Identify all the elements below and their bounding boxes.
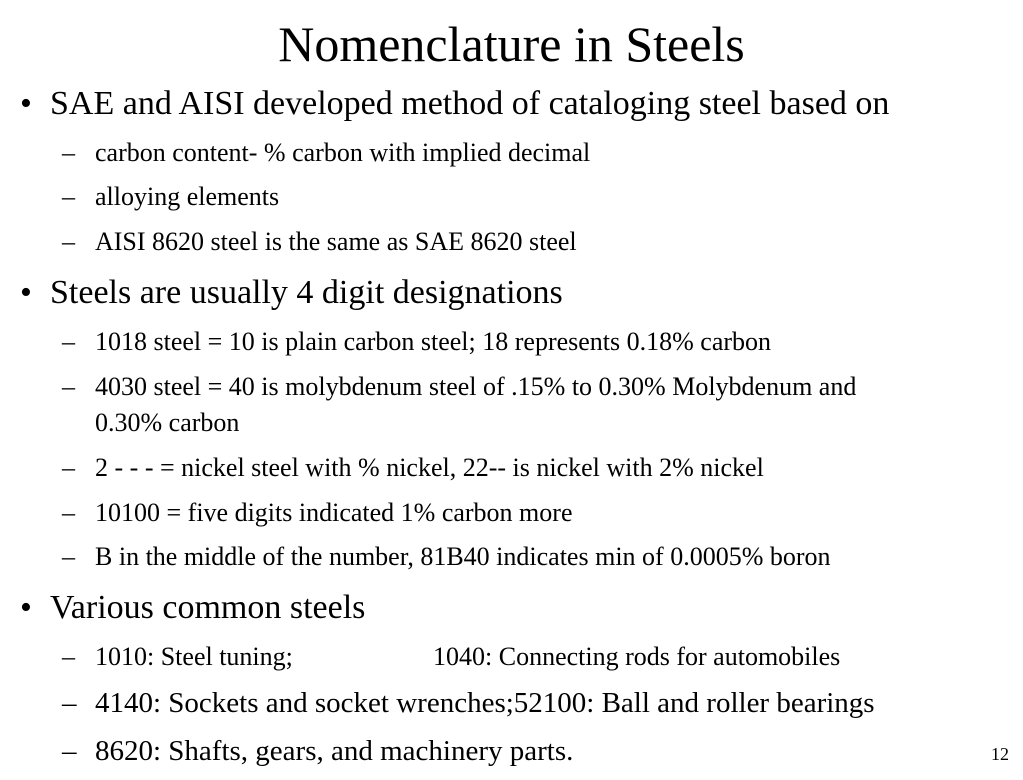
sub-bullet-second-column: 1040: Connecting rods for automobiles: [433, 642, 841, 671]
dash-icon: –: [62, 542, 75, 571]
sub-bullet: 1010: Steel tuning;: [95, 642, 293, 671]
dash-icon: –: [62, 498, 75, 527]
page-number: 12: [991, 744, 1009, 764]
dash-icon: –: [62, 735, 77, 767]
sub-bullet: 10100 = five digits indicated 1% carbon more: [95, 498, 573, 527]
dash-icon: –: [62, 642, 75, 671]
sub-bullet: AISI 8620 steel is the same as SAE 8620 steel: [95, 227, 577, 256]
sub-bullet: 8620: Shafts, gears, and machinery parts.: [95, 735, 574, 767]
sub-bullet: alloying elements: [95, 182, 280, 211]
sub-bullet: 2 - - - = nickel steel with % nickel, 22-- is nickel with 2% nickel: [95, 453, 764, 482]
bullet-heading: SAE and AISI developed method of cataloging steel based on: [50, 85, 890, 122]
dash-icon: –: [62, 372, 75, 401]
sub-bullet: 1018 steel = 10 is plain carbon steel; 18 represents 0.18% carbon: [95, 327, 772, 356]
sub-bullet-continuation: 0.30% carbon: [95, 408, 240, 437]
bullet-icon: •: [20, 589, 32, 626]
dash-icon: –: [62, 138, 75, 167]
bullet-icon: •: [20, 85, 32, 122]
dash-icon: –: [62, 182, 75, 211]
dash-icon: –: [62, 327, 75, 356]
dash-icon: –: [62, 687, 77, 719]
sub-bullet: carbon content- % carbon with implied decimal: [95, 138, 591, 167]
sub-bullet: 4030 steel = 40 is molybdenum steel of .15% to 0.30% Molybdenum and: [95, 372, 857, 401]
sub-bullet: 4140: Sockets and socket wrenches;52100: Ball and roller bearings: [95, 687, 875, 719]
slide-title: Nomenclature in Steels: [278, 16, 745, 72]
dash-icon: –: [62, 227, 75, 256]
bullet-heading: Various common steels: [50, 589, 366, 626]
bullet-heading: Steels are usually 4 digit designations: [50, 274, 563, 311]
bullet-icon: •: [20, 274, 32, 311]
dash-icon: –: [62, 453, 75, 482]
sub-bullet: B in the middle of the number, 81B40 indicates min of 0.0005% boron: [95, 542, 831, 571]
